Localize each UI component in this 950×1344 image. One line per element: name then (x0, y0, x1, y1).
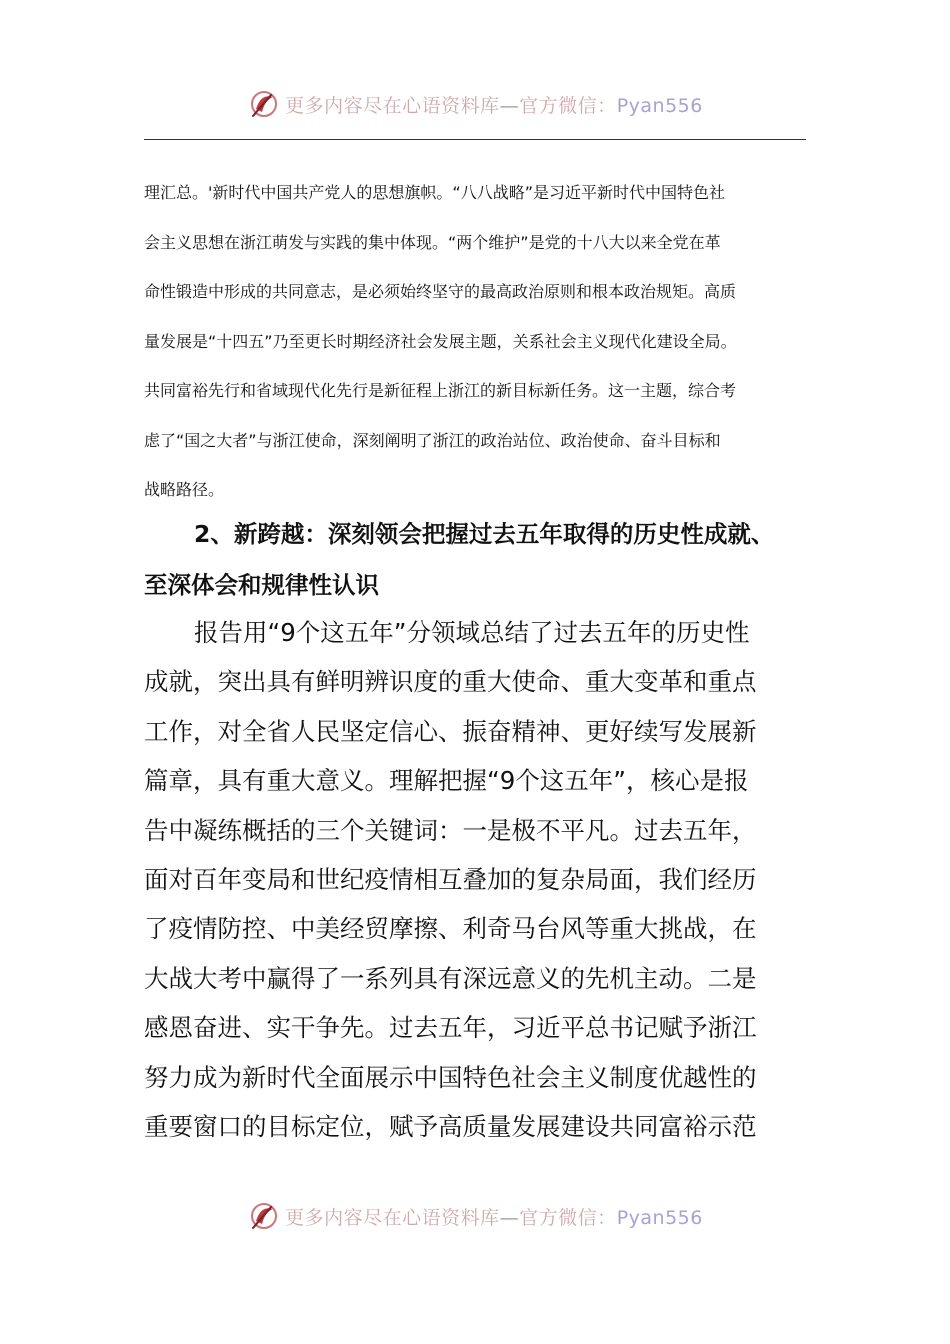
footer-banner (0, 1196, 950, 1236)
text-line: 命性锻造中形成的共同意志，是必须始终坚守的最高政治原则和根本政治规矩。高质 (144, 282, 737, 301)
header-banner (0, 84, 950, 124)
text-line: 篇章，具有重大意义。理解把握“9个这五年”，核心是报 (144, 766, 749, 796)
banner-wechat-label: 官方微信： (519, 94, 617, 117)
banner-wechat-label: 官方微信： (519, 1206, 617, 1229)
text-line: 会主义思想在浙江萌发与实践的集中体现。“两个维护”是党的十八大以来全党在革 (144, 232, 721, 252)
section-heading (144, 509, 824, 611)
text-line: 面对百年变局和世纪疫情相互叠加的复杂局面，我们经历 (144, 864, 757, 894)
text-line: 战略路径。 (144, 480, 225, 499)
banner-wechat-id: Pyan556 (616, 1206, 703, 1229)
intro-paragraph (144, 168, 812, 515)
text-line: 了疫情防控、中美经贸摩擦、利奇马台风等重大挑战，在 (144, 914, 757, 944)
brand-logo-icon (247, 87, 281, 121)
header-divider (144, 139, 806, 140)
text-line: 大战大考中赢得了一系列具有深远意义的先机主动。二是 (144, 963, 757, 993)
heading-line: 2、新跨越：深刻领会把握过去五年取得的历史性成就、 (194, 520, 775, 548)
body-paragraph (144, 608, 824, 1151)
banner-dash: — (499, 94, 520, 117)
text-line: 重要窗口的目标定位，赋予高质量发展建设共同富裕示范 (144, 1111, 757, 1141)
banner-wechat-id: Pyan556 (616, 94, 703, 117)
text-line: 成就，突出具有鲜明辨识度的重大使命、重大变革和重点 (144, 667, 757, 697)
text-line: 告中凝练概括的三个关键词：一是极不平凡。过去五年， (144, 815, 757, 845)
text-line: 报告用“9个这五年”分领域总结了过去五年的历史性 (194, 618, 750, 647)
banner-text-group (285, 1203, 703, 1230)
text-line: 理汇总。'新时代中国共产党人的思想旗帜。“八八战略”是习近平新时代中国特色社 (144, 183, 725, 202)
banner-title: 更多内容尽在心语资料库 (285, 94, 500, 117)
heading-line: 至深体会和规律性认识 (144, 571, 379, 599)
text-line: 共同富裕先行和省域现代化先行是新征程上浙江的新目标新任务。这一主题，综合考 (144, 381, 737, 400)
text-line: 工作，对全省人民坚定信心、振奋精神、更好续写发展新 (144, 716, 757, 746)
banner-dash: — (499, 1206, 520, 1229)
text-line: 量发展是“十四五”乃至更长时期经济社会发展主题，关系社会主义现代化建设全局。 (144, 331, 737, 351)
text-line: 感恩奋进、实干争先。过去五年，习近平总书记赋予浙江 (144, 1013, 757, 1043)
banner-text-group (285, 91, 703, 118)
text-line: 努力成为新时代全面展示中国特色社会主义制度优越性的 (144, 1062, 757, 1092)
text-line: 虑了“国之大者”与浙江使命，深刻阐明了浙江的政治站位、政治使命、奋斗目标和 (144, 430, 721, 450)
brand-logo-icon (247, 1199, 281, 1233)
banner-title: 更多内容尽在心语资料库 (285, 1206, 500, 1229)
